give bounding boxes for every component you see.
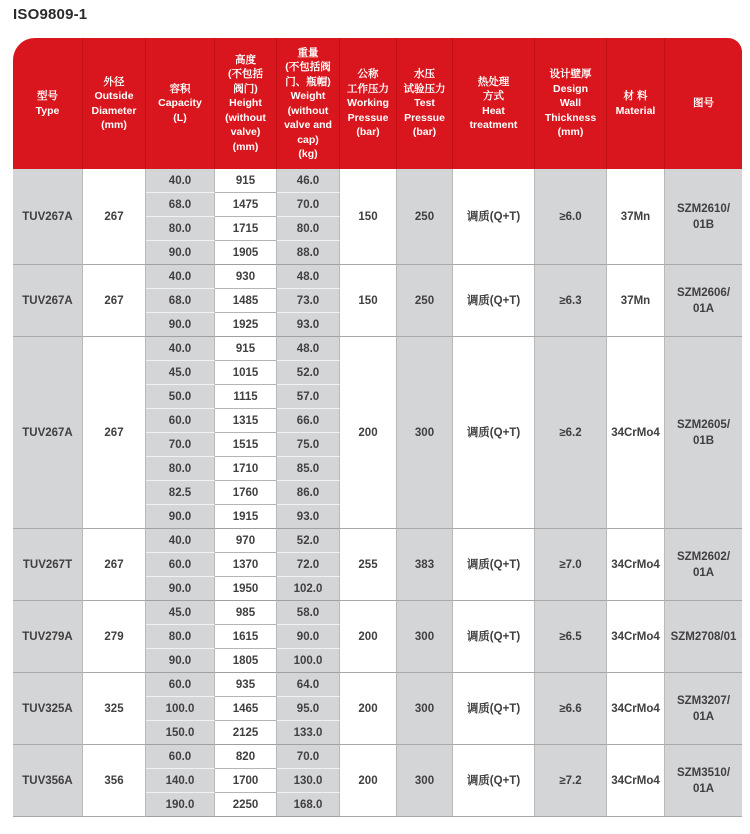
header-line: valve) [230,126,261,139]
weight-cell: 75.0 [277,433,340,457]
header-line: Thickness [544,111,597,124]
weight-cell: 52.0 [277,361,340,385]
drawing-no-line: SZM2602/ [676,550,731,563]
type-cell: TUV267A [13,337,83,529]
weight-cell: 85.0 [277,457,340,481]
drawing-no-line: 01B [692,434,715,447]
height-cell: 1615 [215,625,277,649]
header-wall-thickness [535,38,607,169]
drawing-no-line: SZM3207/ [676,694,731,707]
capacity-cell: 60.0 [146,553,215,577]
type-cell: TUV267A [13,265,83,337]
diameter-cell: 356 [83,745,146,817]
header-line: 重量 [297,46,319,59]
capacity-cell: 80.0 [146,217,215,241]
working-pressure-cell: 150 [340,169,397,265]
capacity-cell: 45.0 [146,601,215,625]
capacity-cell: 150.0 [146,721,215,745]
drawing-no-cell [665,337,742,529]
header-line: 水压 [414,68,435,81]
drawing-no-cell [665,745,742,817]
height-cell: 1115 [215,385,277,409]
diameter-cell: 267 [83,169,146,265]
weight-cell: 72.0 [277,553,340,577]
capacity-cell: 90.0 [146,577,215,601]
capacity-cell: 80.0 [146,625,215,649]
drawing-no-line: 01A [692,710,715,723]
height-cell: 930 [215,265,277,289]
capacity-cell: 60.0 [146,745,215,769]
header-line: Height [229,97,262,110]
diameter-cell: 267 [83,337,146,529]
header-row [13,38,742,169]
heat-treatment-cell: 调质(Q+T) [453,601,535,673]
weight-cell: 93.0 [277,313,340,337]
capacity-cell: 82.5 [146,481,215,505]
heat-treatment-cell: 调质(Q+T) [453,673,535,745]
header-line: Working [347,97,389,110]
material-cell: 34CrMo4 [607,529,665,601]
material-cell: 34CrMo4 [607,673,665,745]
material-cell: 37Mn [607,169,665,265]
diameter-cell: 325 [83,673,146,745]
material-cell: 34CrMo4 [607,745,665,817]
header-line: Outside [94,90,134,102]
drawing-no-line: 01A [692,302,715,315]
capacity-cell: 45.0 [146,361,215,385]
header-line: Pressue [347,111,389,124]
header-line: Design [552,82,588,95]
height-cell: 1915 [215,505,277,529]
test-pressure-cell: 300 [397,745,453,817]
working-pressure-cell: 200 [340,601,397,673]
heat-treatment-cell: 调质(Q+T) [453,529,535,601]
capacity-cell: 80.0 [146,457,215,481]
capacity-cell: 68.0 [146,289,215,313]
drawing-no-line: SZM2606/ [676,286,731,299]
header-line: (不包括阀 [285,61,331,73]
table-body [13,169,742,817]
weight-cell: 64.0 [277,673,340,697]
header-working-pressure [340,38,397,169]
type-cell: TUV267T [13,529,83,601]
capacity-cell: 100.0 [146,697,215,721]
drawing-no-line: SZM2610/ [676,202,731,215]
weight-cell: 93.0 [277,505,340,529]
header-line: Type [35,104,60,117]
header-type [13,38,83,169]
header-outside-diameter [83,38,146,169]
height-cell: 2250 [215,793,277,817]
height-cell: 915 [215,337,277,361]
header-line: 材 料 [623,90,648,102]
weight-cell: 168.0 [277,793,340,817]
heat-treatment-cell: 调质(Q+T) [453,745,535,817]
drawing-no-line: SZM3510/ [676,766,731,779]
heat-treatment-cell: 调质(Q+T) [453,337,535,529]
header-height [215,38,277,169]
capacity-cell: 40.0 [146,529,215,553]
diameter-cell: 279 [83,601,146,673]
wall-thickness-cell: ≥7.2 [535,745,607,817]
header-line: Diameter [91,104,137,117]
height-cell: 1515 [215,433,277,457]
test-pressure-cell: 300 [397,601,453,673]
wall-thickness-cell: ≥6.5 [535,601,607,673]
drawing-no-cell [665,265,742,337]
weight-cell: 102.0 [277,577,340,601]
header-line: Pressue [404,111,445,124]
capacity-cell: 90.0 [146,649,215,673]
weight-cell: 52.0 [277,529,340,553]
weight-cell: 95.0 [277,697,340,721]
header-line: 容积 [169,82,191,95]
height-cell: 915 [215,169,277,193]
test-pressure-cell: 300 [397,337,453,529]
material-cell: 37Mn [607,265,665,337]
header-line: (without [287,104,329,117]
header-line: Capacity [158,97,202,110]
table-row [13,529,742,553]
header-test-pressure [397,38,453,169]
weight-cell: 80.0 [277,217,340,241]
weight-cell: 70.0 [277,193,340,217]
drawing-no-cell [665,169,742,265]
table-row [13,673,742,697]
weight-cell: 57.0 [277,385,340,409]
height-cell: 1465 [215,697,277,721]
header-line: 设计壁厚 [549,68,592,81]
header-line: cap) [297,133,319,146]
working-pressure-cell: 150 [340,265,397,337]
header-material [607,38,665,169]
header-line: (bar) [412,126,437,139]
header-line: 阀门) [233,82,258,95]
capacity-cell: 40.0 [146,265,215,289]
drawing-no-line: 01B [692,218,715,231]
capacity-cell: 40.0 [146,337,215,361]
header-line: Wall [559,97,582,110]
height-cell: 1710 [215,457,277,481]
height-cell: 1370 [215,553,277,577]
material-cell: 34CrMo4 [607,601,665,673]
table-row [13,337,742,361]
working-pressure-cell: 255 [340,529,397,601]
wall-thickness-cell: ≥6.6 [535,673,607,745]
height-cell: 1315 [215,409,277,433]
height-cell: 1805 [215,649,277,673]
weight-cell: 70.0 [277,745,340,769]
type-cell: TUV279A [13,601,83,673]
test-pressure-cell: 250 [397,265,453,337]
weight-cell: 58.0 [277,601,340,625]
header-line: 图号 [693,97,714,110]
drawing-no-line: 01A [692,782,715,795]
drawing-no-line: SZM2605/ [676,418,731,431]
test-pressure-cell: 383 [397,529,453,601]
height-cell: 1715 [215,217,277,241]
header-line: Weight [290,90,326,102]
working-pressure-cell: 200 [340,337,397,529]
header-line: 外径 [103,75,125,88]
header-line: 工作压力 [347,82,389,95]
header-line: (mm) [101,119,127,131]
type-cell: TUV356A [13,745,83,817]
weight-cell: 48.0 [277,337,340,361]
header-line: (mm) [232,140,259,153]
cylinder-spec-table [13,38,742,817]
height-cell: 985 [215,601,277,625]
capacity-cell: 90.0 [146,505,215,529]
capacity-cell: 60.0 [146,409,215,433]
header-line: 高度 [235,53,256,66]
height-cell: 1700 [215,769,277,793]
weight-cell: 130.0 [277,769,340,793]
height-cell: 1015 [215,361,277,385]
drawing-no-line: SZM2708/01 [670,630,737,643]
header-line: (不包括 [228,68,263,81]
diameter-cell: 267 [83,265,146,337]
capacity-cell: 50.0 [146,385,215,409]
capacity-cell: 60.0 [146,673,215,697]
table-row [13,745,742,769]
header-line: (bar) [356,126,380,139]
weight-cell: 133.0 [277,721,340,745]
table-row [13,169,742,193]
weight-cell: 100.0 [277,649,340,673]
header-line: (mm) [557,126,584,139]
header-line: Test [414,97,435,110]
header-line: valve and [284,119,332,131]
working-pressure-cell: 200 [340,745,397,817]
working-pressure-cell: 200 [340,673,397,745]
height-cell: 1950 [215,577,277,601]
capacity-cell: 90.0 [146,241,215,265]
header-weight [277,38,340,169]
capacity-cell: 68.0 [146,193,215,217]
diameter-cell: 267 [83,529,146,601]
drawing-no-cell [665,601,742,673]
header-capacity [146,38,215,169]
header-line: (kg) [298,148,318,160]
header-drawing-no [665,38,742,169]
height-cell: 1475 [215,193,277,217]
wall-thickness-cell: ≥6.3 [535,265,607,337]
weight-cell: 73.0 [277,289,340,313]
header-line: treatment [469,119,518,131]
header-line: 门、瓶帽) [285,75,331,88]
weight-cell: 90.0 [277,625,340,649]
capacity-cell: 40.0 [146,169,215,193]
capacity-cell: 90.0 [146,313,215,337]
height-cell: 1905 [215,241,277,265]
height-cell: 2125 [215,721,277,745]
test-pressure-cell: 300 [397,673,453,745]
wall-thickness-cell: ≥7.0 [535,529,607,601]
header-line: (L) [173,111,187,124]
type-cell: TUV325A [13,673,83,745]
heat-treatment-cell: 调质(Q+T) [453,265,535,337]
weight-cell: 46.0 [277,169,340,193]
header-heat-treatment [453,38,535,169]
type-cell: TUV267A [13,169,83,265]
test-pressure-cell: 250 [397,169,453,265]
header-line: 试验压力 [403,82,446,95]
header-line: Material [615,104,656,117]
header-line: 方式 [483,90,504,102]
weight-cell: 48.0 [277,265,340,289]
material-cell: 34CrMo4 [607,337,665,529]
weight-cell: 66.0 [277,409,340,433]
height-cell: 935 [215,673,277,697]
drawing-no-cell [665,673,742,745]
height-cell: 1760 [215,481,277,505]
capacity-cell: 140.0 [146,769,215,793]
height-cell: 1925 [215,313,277,337]
height-cell: 970 [215,529,277,553]
table-row [13,265,742,289]
height-cell: 820 [215,745,277,769]
weight-cell: 88.0 [277,241,340,265]
header-line: 热处理 [477,75,510,88]
header-line: Heat [482,104,505,117]
table-row [13,601,742,625]
header-line: 型号 [37,90,58,102]
header-line: (without [225,111,266,124]
drawing-no-line: 01A [692,566,715,579]
document-title: ISO9809-1 [13,6,88,23]
heat-treatment-cell: 调质(Q+T) [453,169,535,265]
wall-thickness-cell: ≥6.0 [535,169,607,265]
header-line: 公称 [357,68,379,81]
drawing-no-cell [665,529,742,601]
wall-thickness-cell: ≥6.2 [535,337,607,529]
weight-cell: 86.0 [277,481,340,505]
capacity-cell: 70.0 [146,433,215,457]
height-cell: 1485 [215,289,277,313]
capacity-cell: 190.0 [146,793,215,817]
